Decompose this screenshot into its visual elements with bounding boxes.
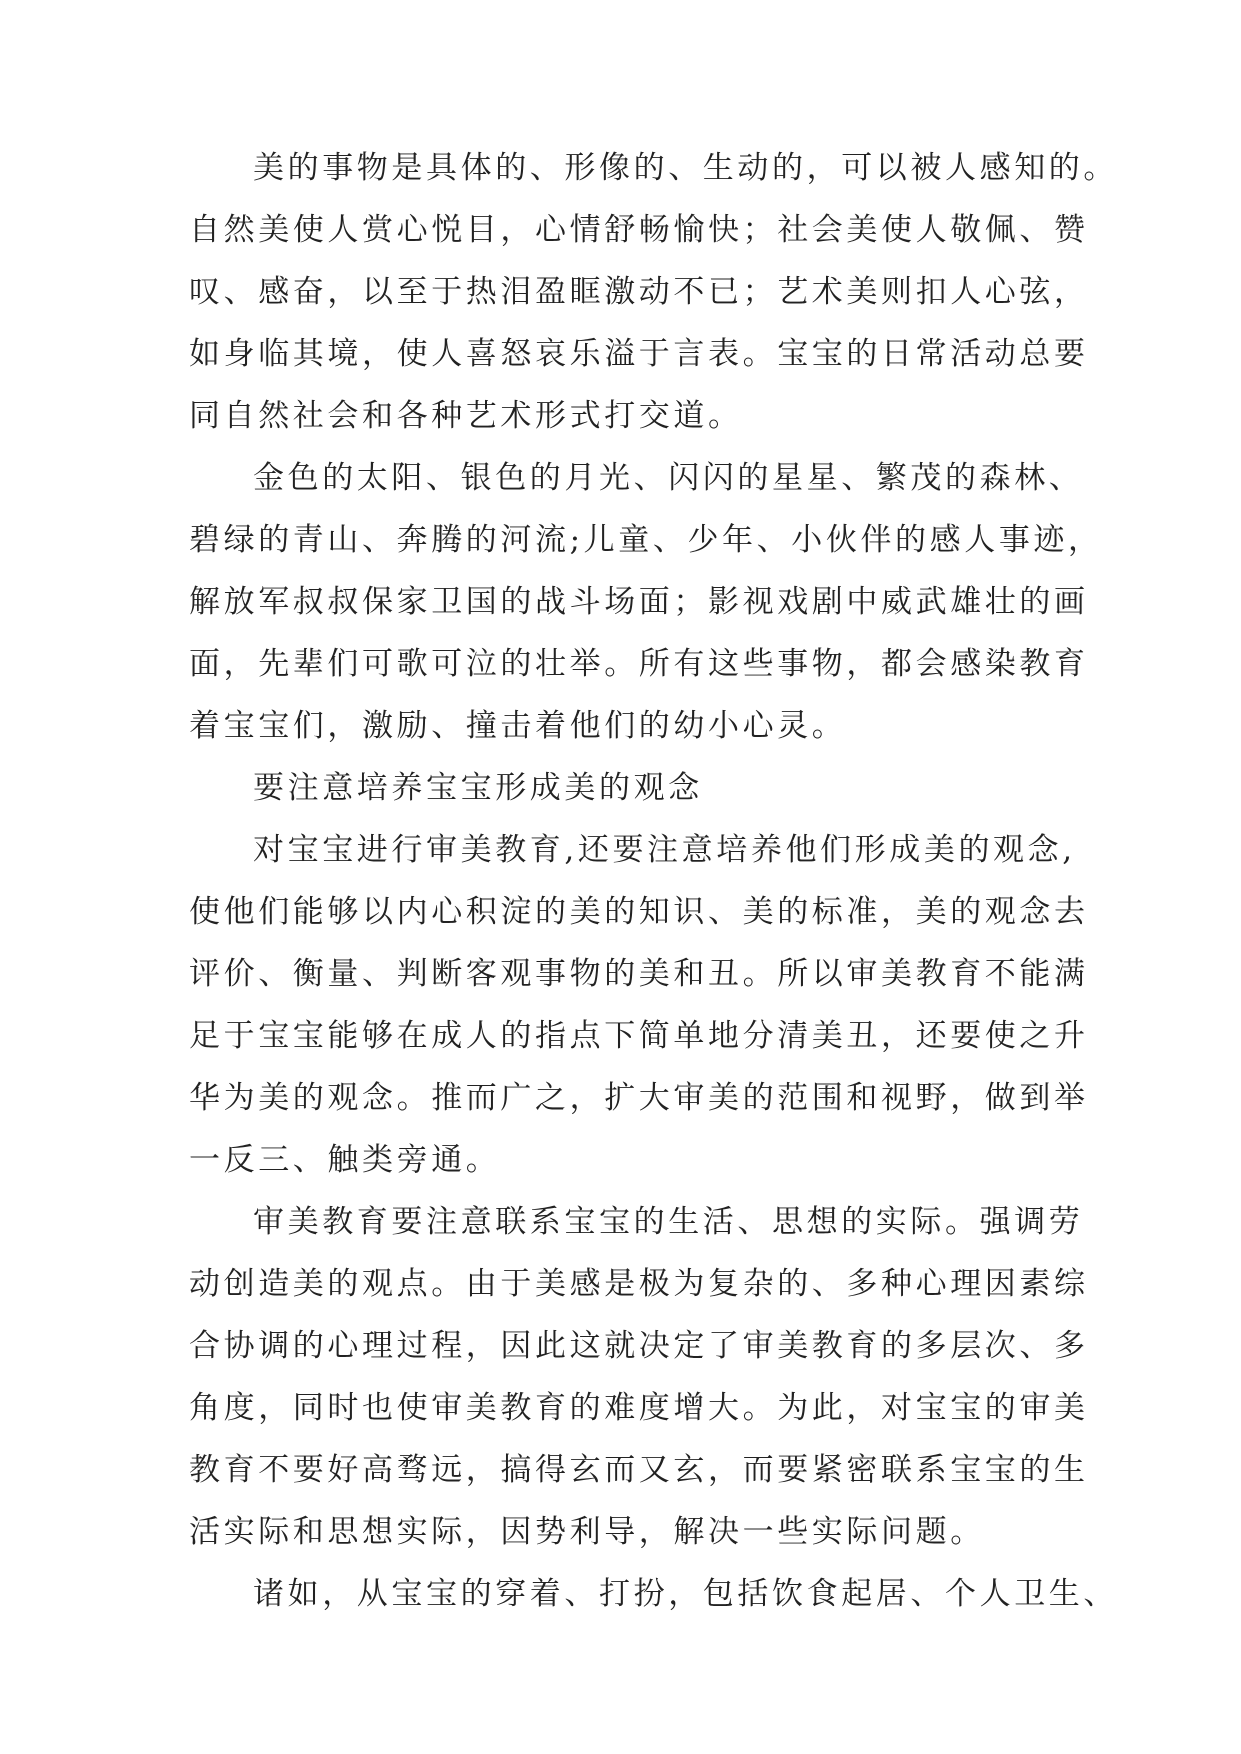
text-line: 华为美的观念。推而广之，扩大审美的范围和视野，做到举 — [189, 1080, 1089, 1116]
paragraph-5 — [189, 1563, 1118, 1625]
text-line: 着宝宝们，激励、撞击着他们的幼小心灵。 — [189, 708, 847, 744]
text-line: 教育不要好高骛远，搞得玄而又玄，而要紧密联系宝宝的生 — [189, 1452, 1089, 1488]
text-line: 评价、衡量、判断客观事物的美和丑。所以审美教育不能满 — [189, 956, 1089, 992]
text-line: 解放军叔叔保家卫国的战斗场面；影视戏剧中威武雄壮的画 — [189, 584, 1089, 620]
text-line: 同自然社会和各种艺术形式打交道。 — [189, 398, 743, 434]
text-line: 合协调的心理过程，因此这就决定了审美教育的多层次、多 — [189, 1328, 1089, 1364]
paragraph-1 — [189, 137, 1118, 447]
heading-text: 要注意培养宝宝形成美的观念 — [253, 770, 703, 806]
body-text — [189, 137, 1118, 1625]
paragraph-4 — [189, 1191, 1089, 1563]
text-line: 诸如，从宝宝的穿着、打扮，包括饮食起居、个人卫生、 — [253, 1576, 1118, 1612]
text-line: 金色的太阳、银色的月光、闪闪的星星、繁茂的森林、 — [253, 460, 1084, 496]
text-line: 足于宝宝能够在成人的指点下简单地分清美丑，还要使之升 — [189, 1018, 1089, 1054]
text-line: 美的事物是具体的、形像的、生动的，可以被人感知的。 — [253, 150, 1118, 186]
text-line: 一反三、触类旁通。 — [189, 1142, 501, 1178]
text-line: 碧绿的青山、奔腾的河流;儿童、少年、小伙伴的感人事迹， — [189, 522, 1103, 558]
text-line: 活实际和思想实际，因势利导，解决一些实际问题。 — [189, 1514, 985, 1550]
text-line: 自然美使人赏心悦目，心情舒畅愉快；社会美使人敬佩、赞 — [189, 212, 1089, 248]
text-line: 对宝宝进行审美教育,还要注意培养他们形成美的观念, — [253, 832, 1076, 868]
text-line: 角度，同时也使审美教育的难度增大。为此，对宝宝的审美 — [189, 1390, 1089, 1426]
text-line: 叹、感奋，以至于热泪盈眶激动不已；艺术美则扣人心弦， — [189, 274, 1089, 310]
section-heading — [189, 757, 1069, 819]
text-line: 动创造美的观点。由于美感是极为复杂的、多种心理因素综 — [189, 1266, 1089, 1302]
paragraph-3 — [189, 819, 1089, 1191]
text-line: 如身临其境，使人喜怒哀乐溢于言表。宝宝的日常活动总要 — [189, 336, 1089, 372]
text-line: 审美教育要注意联系宝宝的生活、思想的实际。强调劳 — [253, 1204, 1084, 1240]
paragraph-2 — [189, 447, 1103, 757]
text-line: 面，先辈们可歌可泣的壮举。所有这些事物，都会感染教育 — [189, 646, 1089, 682]
text-line: 使他们能够以内心积淀的美的知识、美的标准，美的观念去 — [189, 894, 1089, 930]
